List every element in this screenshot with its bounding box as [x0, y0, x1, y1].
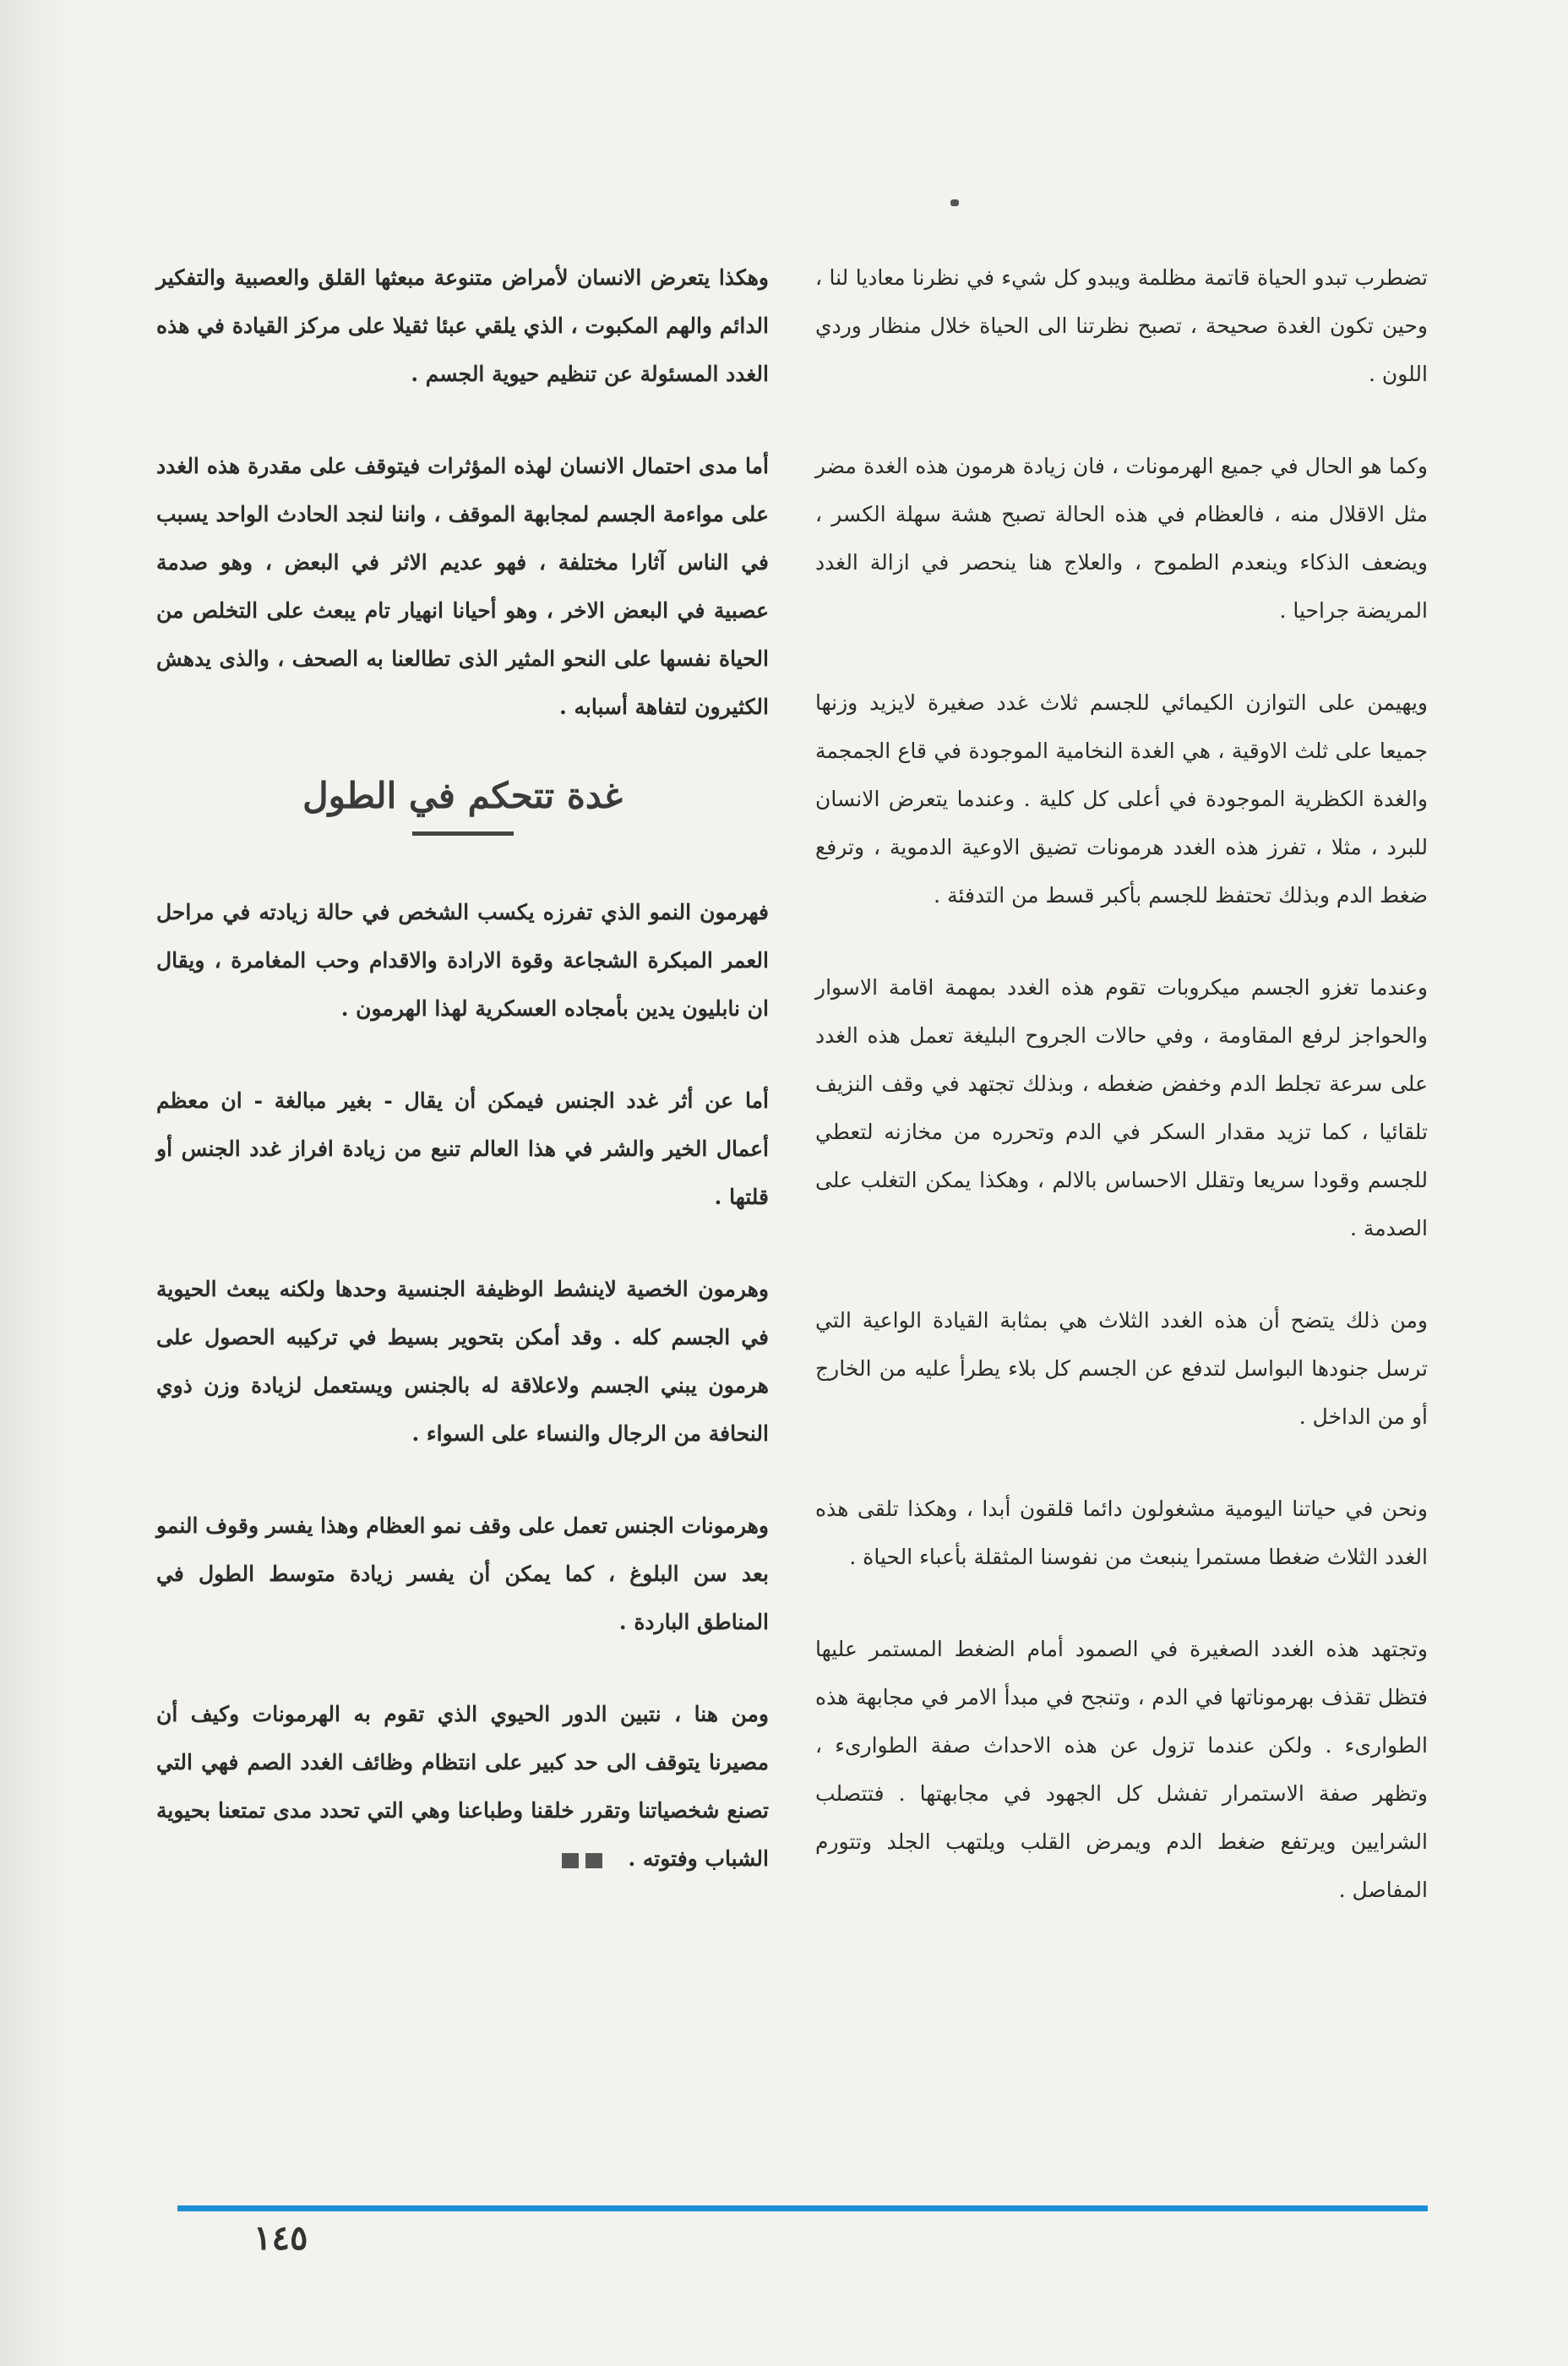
paragraph: وتجتهد هذه الغدد الصغيرة في الصمود أمام الضغط المستمر عليها فتظل تقذف بهرموناتها في الدم ، وتنجح في مبدأ الامر في مجابهة هذه الطوارىء . ولكن عندما تزول عن هذه الاحداث صفة الطوارىء ، وتظهر صفة الاستمرار تفشل كل الجهود في مجابهتها . فتتصلب الشرايين ويرتفع ضغط الدم ويمرض القلب ويلتهب الجلد وتتورم المفاصل . [815, 1637, 1428, 1902]
section-heading: غدة تتحكم في الطول [302, 775, 623, 816]
paragraph: أما عن أثر غدد الجنس فيمكن أن يقال - بغير مبالغة - ان معظم أعمال الخير والشر في هذا العالم تنبع من زيادة افراز غدد الجنس أو قلتها . [156, 1088, 769, 1209]
final-paragraph-text: ومن هنا ، نتبين الدور الحيوي الذي تقوم به الهرمونات وكيف أن مصيرنا يتوقف الى حد كبير على انتظام وظائف الغدد الصم فهي التي تصنع شخصياتنا وتقرر خلقنا وطباعنا وهي التي تحدد مدى تمتعنا بحيوية الشباب وفتوته . [156, 1702, 769, 1871]
paragraph: وكما هو الحال في جميع الهرمونات ، فان زيادة هرمون هذه الغدة مضر مثل الاقلال منه ، فالعظام في هذه الحالة تصبح هشة سهلة الكسر ، ويضعف الذكاء وينعدم الطموح ، والعلاج هنا ينحصر في ازالة الغدد المريضة جراحيا . [815, 454, 1428, 623]
heading-underline [412, 831, 514, 836]
paragraph: فهرمون النمو الذي تفرزه يكسب الشخص في حالة زيادته في مراحل العمر المبكرة الشجاعة وقوة الارادة والاقدام وحب المغامرة ، ويقال ان نابليون يدين بأمجاده العسكرية لهذا الهرمون . [156, 900, 769, 1021]
paragraph: ونحن في حياتنا اليومية مشغولون دائما قلقون أبدا ، وهكذا تلقى هذه الغدد الثلاث ضغطا مستمرا ينبعث من نفوسنا المثقلة بأعباء الحياة . [815, 1496, 1428, 1569]
paragraph: ومن ذلك يتضح أن هذه الغدد الثلاث هي بمثابة القيادة الواعية التي ترسل جنودها البواسل لتدفع عن الجسم كل بلاء يطرأ عليه من الخارج أو من الداخل . [815, 1308, 1428, 1429]
magazine-page [152, 169, 1428, 2324]
right-column [815, 254, 1428, 1958]
footer-rule [177, 2205, 1428, 2211]
paragraph: أما مدى احتمال الانسان لهذه المؤثرات فيتوقف على مقدرة هذه الغدد على مواءمة الجسم لمجابهة الموقف ، واننا لنجد الحادث الواحد يسبب في الناس آثارا مختلفة ، فهو عديم الاثر في البعض ، وهو صدمة عصبية في البعض الاخر ، وهو أحيانا انهيار تام يبعث على التخلص من الحياة نفسها على النحو المثير الذى تطالعنا به الصحف ، والذى يدهش الكثيرون لتفاهة أسبابه . [156, 454, 769, 719]
paragraph: تضطرب تبدو الحياة قاتمة مظلمة ويبدو كل شيء في نظرنا معاديا لنا ، وحين تكون الغدة صحيحة ، تصبح نظرتنا الى الحياة خلال منظار وردي اللون . [815, 265, 1428, 386]
paragraph: وهكذا يتعرض الانسان لأمراض متنوعة مبعثها القلق والعصبية والتفكير الدائم والهم المكبوت ، الذي يلقي عبئا ثقيلا على مركز القيادة في هذه الغدد المسئولة عن تنظيم حيوية الجسم . [156, 265, 769, 386]
paragraph: وهرمون الخصية لاينشط الوظيفة الجنسية وحدها ولكنه يبعث الحيوية في الجسم كله . وقد أمكن بتحوير بسيط في تركيبه الحصول على هرمون يبني الجسم ولاعلاقة له بالجنس ويستعمل لزيادة وزن ذوي النحافة من الرجال والنساء على السواء . [156, 1277, 769, 1446]
end-of-article-mark-icon [562, 1853, 602, 1868]
paragraph: وهرمونات الجنس تعمل على وقف نمو العظام وهذا يفسر وقوف النمو بعد سن البلوغ ، كما يمكن أن يفسر زيادة متوسط الطول في المناطق الباردة . [156, 1513, 769, 1634]
scan-edge-shadow [0, 0, 68, 2366]
paragraph-final [156, 1690, 769, 1883]
left-column [156, 254, 769, 1927]
paragraph: وعندما تغزو الجسم ميكروبات تقوم هذه الغدد بمهمة اقامة الاسوار والحواجز لرفع المقاومة ، وفي حالات الجروح البليغة تعمل هذه الغدد على سرعة تجلط الدم وخفض ضغطه ، وبذلك تجتهد في وقف النزيف تلقائيا ، كما تزيد مقدار السكر في الدم وتحرره من مخازنه لتعطي للجسم وقودا سريعا وتقلل الاحساس بالالم ، وهكذا يمكن التغلب على الصدمة . [815, 975, 1428, 1240]
top-ink-dot [950, 199, 959, 206]
paragraph: ويهيمن على التوازن الكيمائي للجسم ثلاث غدد صغيرة لايزيد وزنها جميعا على ثلث الاوقية ، هي الغدة النخامية الموجودة في قاع الجمجمة والغدة الكظرية الموجودة في أعلى كل كلية . وعندما يتعرض الانسان للبرد ، مثلا ، تفرز هذه الغدد هرمونات تضيق الاوعية الدموية ، وترفع ضغط الدم وبذلك تحتفظ للجسم بأكبر قسط من التدفئة . [815, 690, 1428, 908]
page-number: ١٤٥ [253, 2218, 308, 2258]
